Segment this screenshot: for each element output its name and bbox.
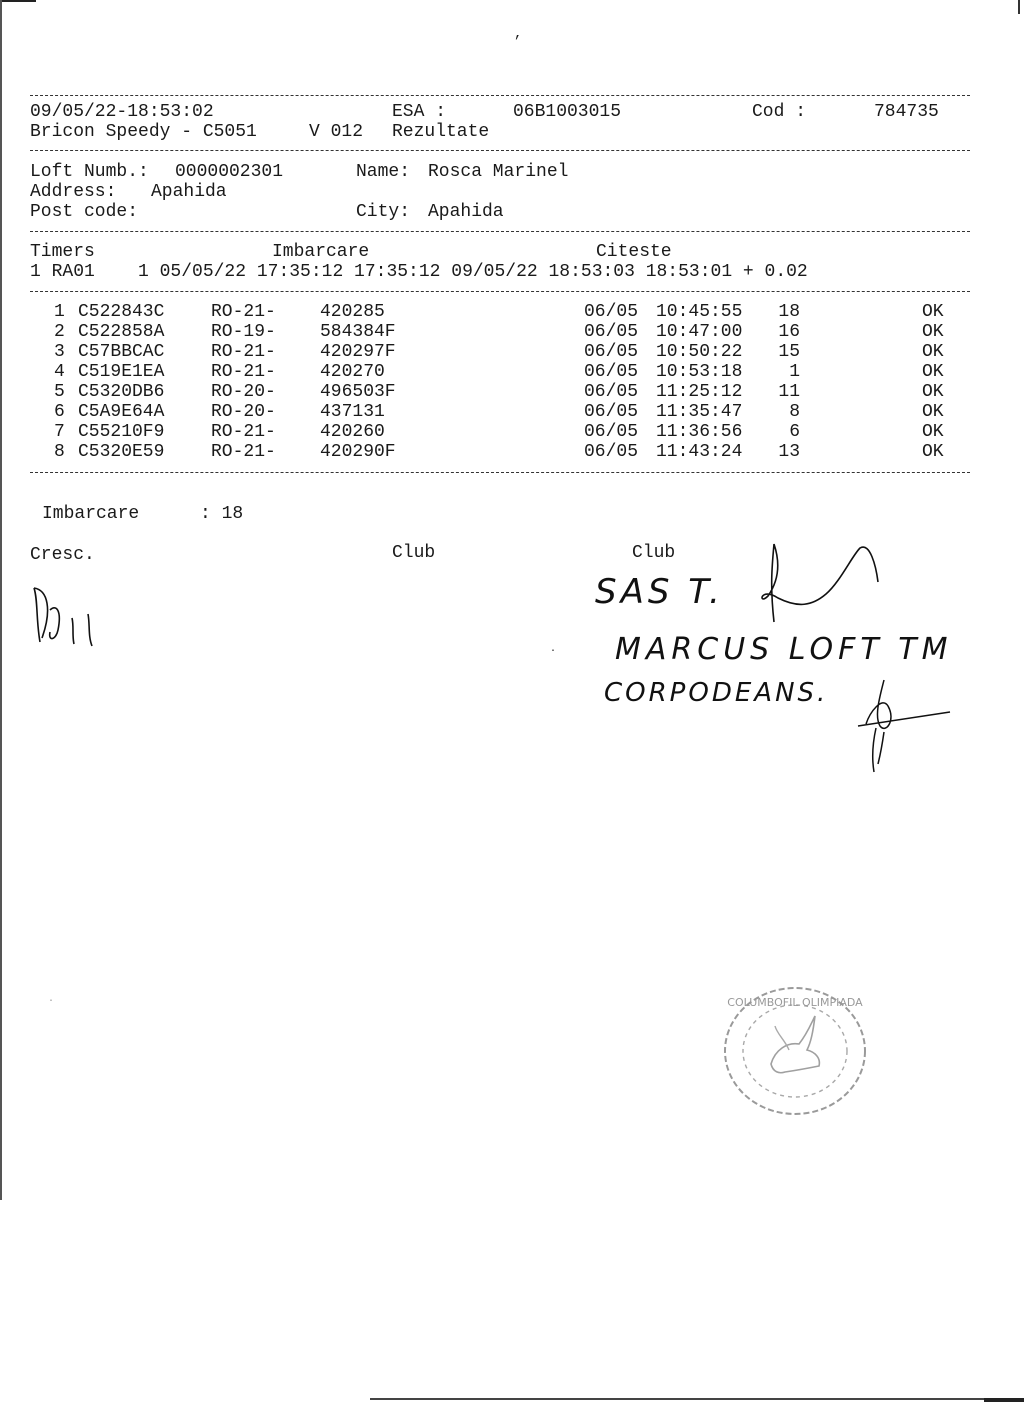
arrival-date: 06/05 <box>584 322 639 342</box>
ring-country: RO-21- <box>211 362 276 382</box>
club-label: Club <box>632 543 676 563</box>
scan-edge <box>984 1398 1024 1402</box>
city-label: City: <box>356 202 411 222</box>
timer-line: 1 RA01 1 05/05/22 17:35:12 17:35:12 09/05/22 18:53:03 18:53:01 + 0.02 <box>30 262 808 282</box>
table-row <box>0 322 1024 342</box>
status-ok: OK <box>922 442 944 462</box>
row-index: 6 <box>54 402 65 422</box>
report-datetime: 09/05/22-18:53:02 <box>30 102 214 122</box>
arrival-time: 10:50:22 <box>656 342 743 362</box>
club-label: Club <box>392 543 436 563</box>
esa-label: ESA : <box>392 102 447 122</box>
chip-id: C522843C <box>78 302 165 322</box>
ring-country: RO-21- <box>211 422 276 442</box>
arrival-time: 10:47:00 <box>656 322 743 342</box>
position: 8 <box>789 402 800 422</box>
arrival-date: 06/05 <box>584 342 639 362</box>
city-value: Apahida <box>428 202 504 222</box>
stamp-text: COLUMBOFIL OLIMPIADA <box>727 996 863 1009</box>
table-row <box>0 442 1024 462</box>
arrival-date: 06/05 <box>584 422 639 442</box>
status-ok: OK <box>922 402 944 422</box>
name-label: Name: <box>356 162 411 182</box>
row-index: 1 <box>54 302 65 322</box>
row-index: 7 <box>54 422 65 442</box>
separator-line <box>30 291 970 292</box>
loft-number-label: Loft Numb.: <box>30 162 149 182</box>
cod-value: 784735 <box>874 102 939 122</box>
status-ok: OK <box>922 302 944 322</box>
summary-imbarcare-value: : 18 <box>200 504 244 524</box>
cresc-label: Cresc. <box>30 545 95 565</box>
chip-id: C57BBCAC <box>78 342 165 362</box>
separator-line <box>30 95 970 96</box>
arrival-time: 10:53:18 <box>656 362 743 382</box>
handwritten-loft-name: MARCUS LOFT TM <box>615 632 953 667</box>
chip-id: C5320E59 <box>78 442 165 462</box>
cod-label: Cod : <box>752 102 807 122</box>
citeste-header: Citeste <box>596 242 672 262</box>
address-value: Apahida <box>151 182 227 202</box>
arrival-time: 11:36:56 <box>656 422 743 442</box>
row-index: 2 <box>54 322 65 342</box>
status-ok: OK <box>922 342 944 362</box>
scan-edge <box>0 0 36 2</box>
table-row <box>0 302 1024 322</box>
chip-id: C55210F9 <box>78 422 165 442</box>
separator-line <box>30 472 970 473</box>
speck-mark: . <box>550 644 557 655</box>
arrival-date: 06/05 <box>584 362 639 382</box>
second-signature <box>850 676 960 776</box>
club-stamp <box>715 980 875 1122</box>
position: 16 <box>778 322 800 342</box>
separator-line <box>30 231 970 232</box>
arrival-time: 10:45:55 <box>656 302 743 322</box>
table-row <box>0 342 1024 362</box>
summary-imbarcare-label: Imbarcare <box>42 504 140 524</box>
arrival-date: 06/05 <box>584 382 639 402</box>
arrival-date: 06/05 <box>584 302 639 322</box>
ring-number: 420290F <box>320 442 396 462</box>
row-index: 4 <box>54 362 65 382</box>
club-signature <box>748 536 888 626</box>
arrival-date: 06/05 <box>584 402 639 422</box>
scan-edge <box>1018 0 1020 14</box>
esa-value: 06B1003015 <box>513 102 622 122</box>
ring-country: RO-20- <box>211 382 276 402</box>
chip-id: C522858A <box>78 322 165 342</box>
ring-number: 420297F <box>320 342 396 362</box>
device-name: Bricon Speedy - C5051 <box>30 122 257 142</box>
status-ok: OK <box>922 422 944 442</box>
row-index: 5 <box>54 382 65 402</box>
arrival-time: 11:43:24 <box>656 442 743 462</box>
status-ok: OK <box>922 362 944 382</box>
chip-id: C5A9E64A <box>78 402 165 422</box>
scan-edge <box>370 1398 1024 1400</box>
ring-country: RO-21- <box>211 342 276 362</box>
status-ok: OK <box>922 322 944 342</box>
table-row <box>0 382 1024 402</box>
device-version: V 012 <box>309 122 364 142</box>
name-value: Rosca Marinel <box>428 162 569 182</box>
position: 6 <box>789 422 800 442</box>
separator-line <box>30 150 970 151</box>
handwritten-location: CORPODEANS. <box>604 678 829 708</box>
loft-number-value: 0000002301 <box>175 162 284 182</box>
ring-number: 437131 <box>320 402 385 422</box>
report-type: Rezultate <box>392 122 490 142</box>
status-ok: OK <box>922 382 944 402</box>
row-index: 8 <box>54 442 65 462</box>
position: 18 <box>778 302 800 322</box>
ring-number: 496503F <box>320 382 396 402</box>
ring-country: RO-19- <box>211 322 276 342</box>
handwritten-club-name: SAS T. <box>595 572 724 612</box>
speck-mark: , <box>514 26 523 42</box>
position: 11 <box>778 382 800 402</box>
ring-number: 420270 <box>320 362 385 382</box>
ring-number: 584384F <box>320 322 396 342</box>
chip-id: C5320DB6 <box>78 382 165 402</box>
position: 1 <box>789 362 800 382</box>
arrival-time: 11:25:12 <box>656 382 743 402</box>
table-row <box>0 422 1024 442</box>
position: 13 <box>778 442 800 462</box>
timers-label: Timers <box>30 242 95 262</box>
arrival-time: 11:35:47 <box>656 402 743 422</box>
ring-number: 420260 <box>320 422 385 442</box>
imbarcare-header: Imbarcare <box>272 242 370 262</box>
breeder-signature <box>28 580 108 650</box>
table-row <box>0 362 1024 382</box>
postcode-label: Post code: <box>30 202 139 222</box>
ring-country: RO-20- <box>211 402 276 422</box>
arrival-date: 06/05 <box>584 442 639 462</box>
ring-number: 420285 <box>320 302 385 322</box>
position: 15 <box>778 342 800 362</box>
address-label: Address: <box>30 182 117 202</box>
table-row <box>0 402 1024 422</box>
speck-mark: . <box>48 994 55 1005</box>
ring-country: RO-21- <box>211 442 276 462</box>
chip-id: C519E1EA <box>78 362 165 382</box>
row-index: 3 <box>54 342 65 362</box>
ring-country: RO-21- <box>211 302 276 322</box>
scan-edge <box>0 0 2 1200</box>
